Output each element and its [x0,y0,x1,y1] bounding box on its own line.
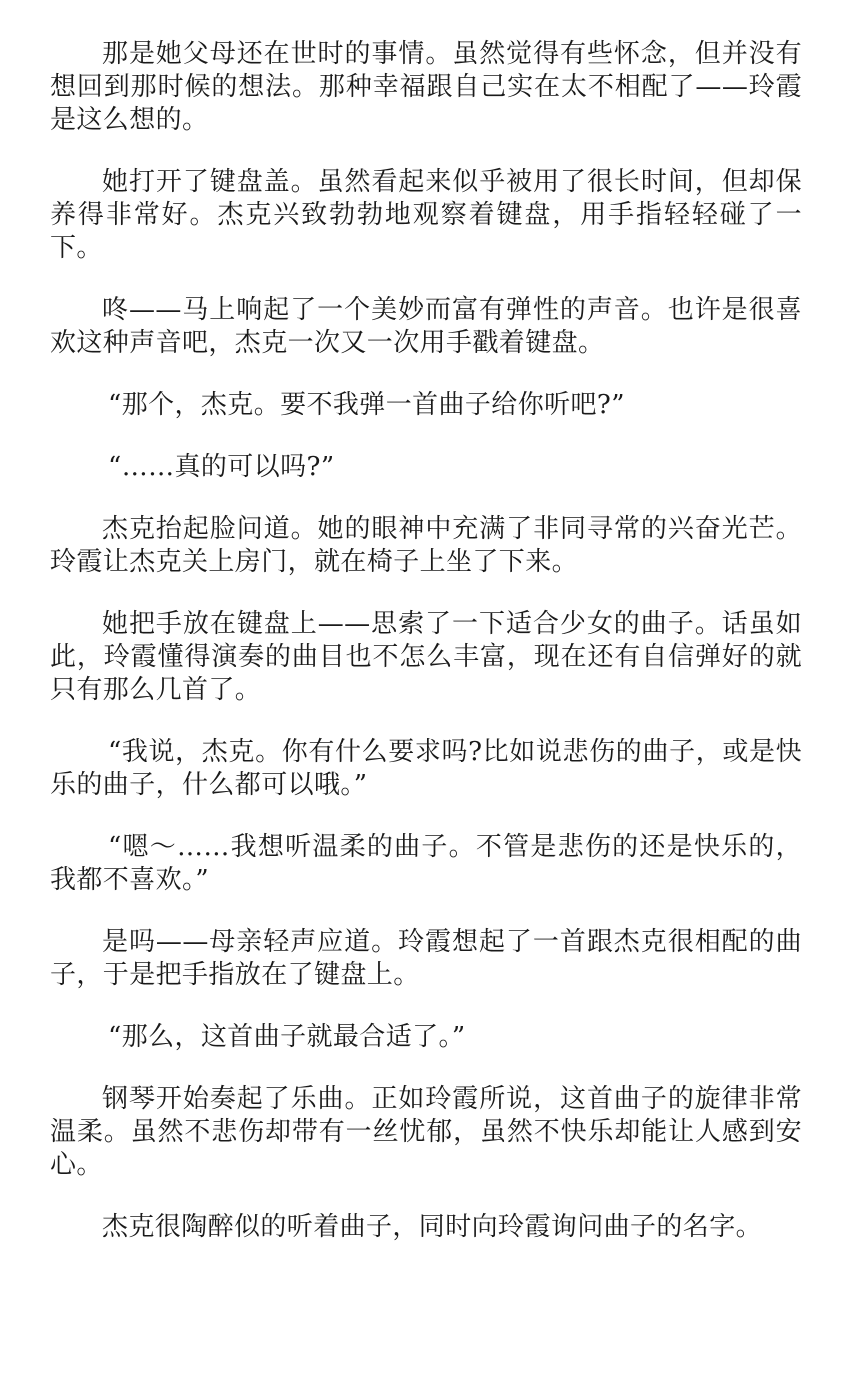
paragraph: 她打开了键盘盖。虽然看起来似乎被用了很长时间，但却保养得非常好。杰克兴致勃勃地观察着键盘，用手指轻轻碰了一下。 [50,167,802,263]
dialogue-line: “我说，杰克。你有什么要求吗?比如说悲伤的曲子，或是快乐的曲子，什么都可以哦。” [50,737,802,800]
dialogue-line: “……真的可以吗?” [108,452,335,482]
dialogue-line: “嗯～……我想听温柔的曲子。不管是悲伤的还是快乐的，我都不喜欢。” [50,832,802,895]
paragraph: 那是她父母还在世时的事情。虽然觉得有些怀念，但并没有想回到那时候的想法。那种幸福跟自己实在太不相配了——玲霞是这么想的。 [50,39,802,135]
page-body [50,38,802,1273]
dialogue-line: “那么，这首曲子就最合适了。” [108,1022,466,1052]
dialogue-line: “那个，杰克。要不我弹一首曲子给你听吧?” [108,390,625,420]
paragraph: 杰克很陶醉似的听着曲子，同时向玲霞询问曲子的名字。 [102,1212,763,1242]
paragraph: 杰克抬起脸问道。她的眼神中充满了非同寻常的兴奋光芒。玲霞让杰克关上房门，就在椅子上坐了下来。 [50,514,802,577]
paragraph: 咚——马上响起了一个美妙而富有弹性的声音。也许是很喜欢这种声音吧，杰克一次又一次用手戳着键盘。 [50,295,802,358]
paragraph: 她把手放在键盘上——思索了一下适合少女的曲子。话虽如此，玲霞懂得演奏的曲目也不怎么丰富，现在还有自信弹好的就只有那么几首了。 [50,609,802,705]
paragraph: 是吗——母亲轻声应道。玲霞想起了一首跟杰克很相配的曲子，于是把手指放在了键盘上。 [50,927,802,990]
paragraph: 钢琴开始奏起了乐曲。正如玲霞所说，这首曲子的旋律非常温柔。虽然不悲伤却带有一丝忧郁，虽然不快乐却能让人感到安心。 [50,1084,802,1180]
